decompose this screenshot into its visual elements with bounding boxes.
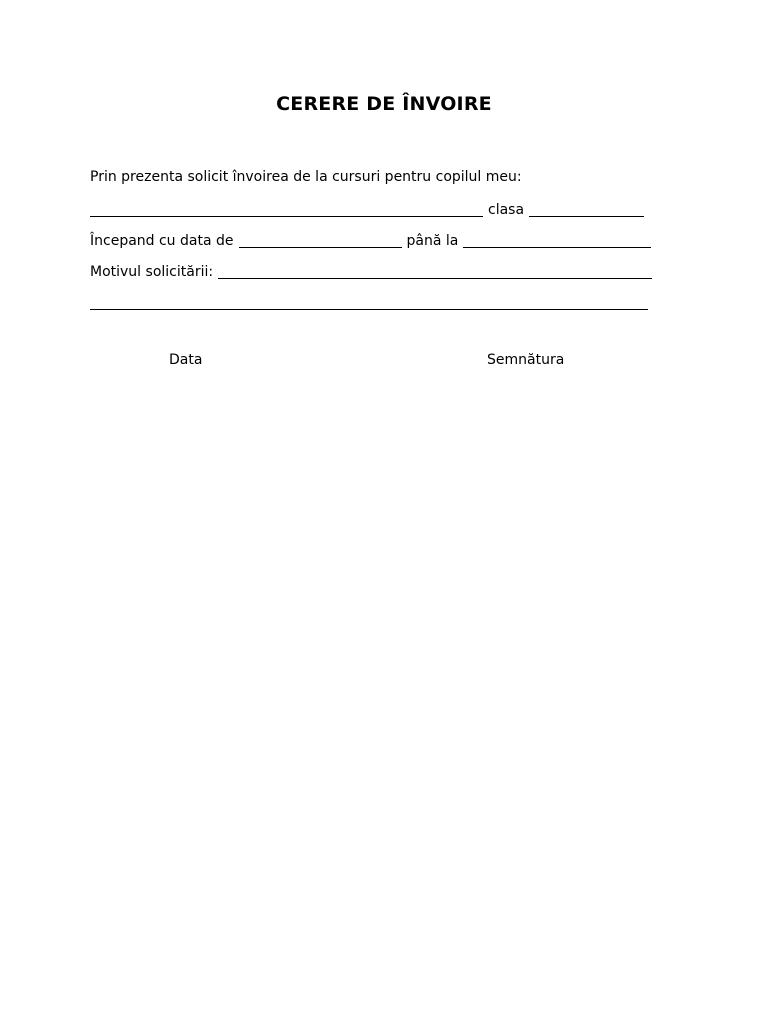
reason-continuation-line — [90, 292, 648, 307]
reason-continuation-blank[interactable] — [90, 295, 648, 310]
reason-line — [90, 261, 652, 280]
class-blank[interactable] — [529, 202, 644, 217]
document-title: CERERE DE ÎNVOIRE — [276, 93, 492, 115]
period-line — [90, 230, 651, 249]
child-name-line — [90, 199, 644, 218]
class-label: clasa — [488, 202, 525, 218]
intro-line — [90, 169, 522, 185]
reason-label: Motivul solicitării: — [90, 264, 214, 280]
intro-text: Prin prezenta solicit învoirea de la cursuri pentru copilul meu: — [90, 169, 522, 185]
date-label: Data — [169, 352, 203, 368]
end-date-label: până la — [406, 233, 459, 249]
end-date-blank[interactable] — [463, 233, 651, 248]
signature-label: Semnătura — [487, 352, 565, 368]
start-date-label: Începand cu data de — [90, 233, 234, 249]
child-name-blank[interactable] — [90, 202, 483, 217]
start-date-blank[interactable] — [239, 233, 402, 248]
reason-blank[interactable] — [218, 264, 652, 279]
